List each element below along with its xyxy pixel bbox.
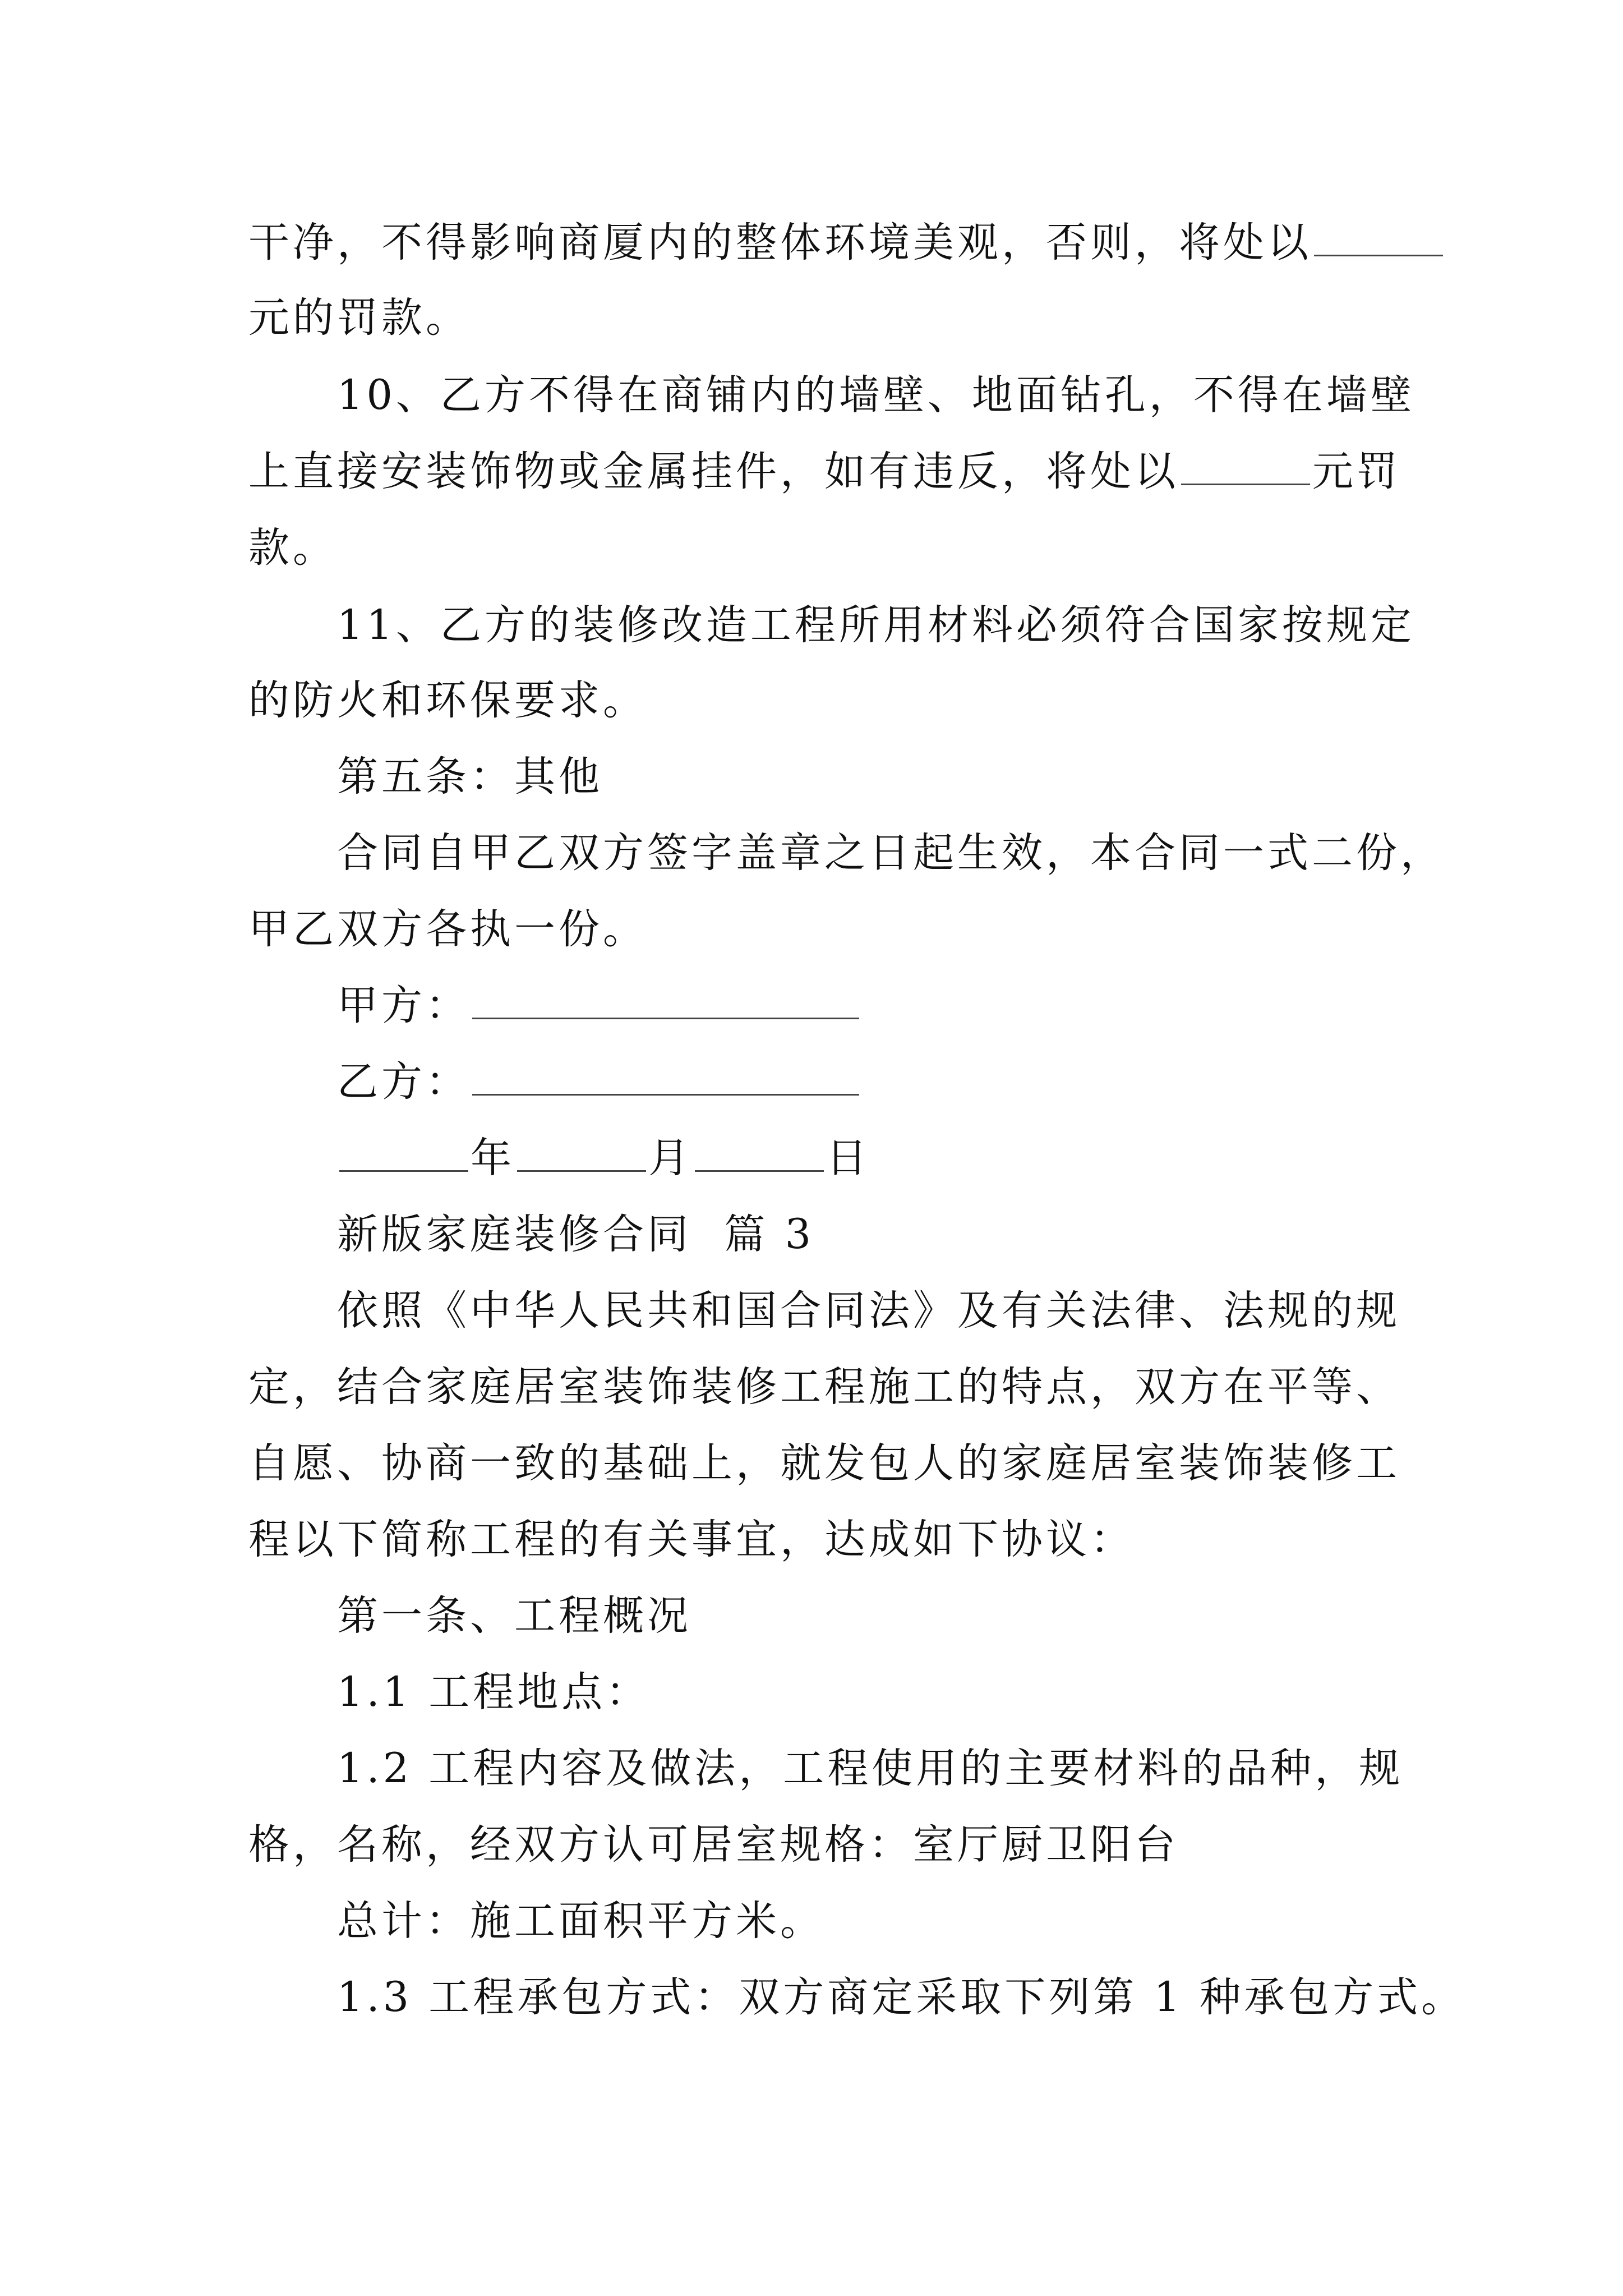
article5-title: 第五条：其他 <box>337 753 603 800</box>
effect-line1: 合同自甲乙双方签字盖章之日起生效，本合同一式二份， <box>337 829 1445 877</box>
fine-amount-blank <box>1314 220 1443 256</box>
clause9-line1: 干净，不得影响商厦内的整体环境美观，否则，将处以 <box>248 218 1445 268</box>
article1-title: 第一条、工程概况 <box>337 1592 691 1640</box>
item-1-2-line1: 1.2 工程内容及做法，工程使用的主要材料的品种，规 <box>337 1745 1404 1792</box>
clause10-line1: 10、乙方不得在商铺内的墙壁、地面钻孔，不得在墙壁 <box>337 371 1415 419</box>
day-blank <box>695 1135 824 1172</box>
section3-title: 新版家庭装修合同 篇 3 <box>337 1211 815 1258</box>
preamble-line4: 程以下简称工程的有关事宜，达成如下协议： <box>248 1516 1135 1563</box>
item-1-1: 1.1 工程地点： <box>337 1668 651 1716</box>
party-a-blank <box>472 983 859 1019</box>
preamble-line3: 自愿、协商一致的基础上，就发包人的家庭居室装饰装修工 <box>248 1439 1400 1487</box>
preamble-line2: 定，结合家庭居室装饰装修工程施工的特点，双方在平等、 <box>248 1363 1400 1411</box>
total-area: 总计：施工面积平方米。 <box>337 1897 824 1945</box>
year-blank <box>339 1135 468 1172</box>
effect-line2: 甲乙双方各执一份。 <box>248 905 647 953</box>
party-a-signature: 甲方： <box>337 981 861 1031</box>
party-b-blank <box>472 1059 859 1096</box>
clause9-line2: 元的罚款。 <box>248 294 470 342</box>
party-b-signature: 乙方： <box>337 1057 861 1107</box>
clause11-line1: 11、乙方的装修改造工程所用材料必须符合国家按规定 <box>337 601 1415 649</box>
item-1-2-line2: 格，名称，经双方认可居室规格：室厅厨卫阳台 <box>248 1821 1179 1869</box>
preamble-line1: 依照《中华人民共和国合同法》及有关法律、法规的规 <box>337 1287 1400 1335</box>
item-1-3: 1.3 工程承包方式：双方商定采取下列第 1 种承包方式。 <box>337 1973 1466 2021</box>
clause10-line3: 款。 <box>248 524 337 572</box>
month-blank <box>517 1135 646 1172</box>
date-line: 年 月 日 <box>337 1133 870 1184</box>
clause11-line2: 的防火和环保要求。 <box>248 677 647 724</box>
clause10-line2: 上直接安装饰物或金属挂件，如有违反，将处以 元罚 <box>248 448 1401 495</box>
fine-amount-blank <box>1181 449 1310 485</box>
